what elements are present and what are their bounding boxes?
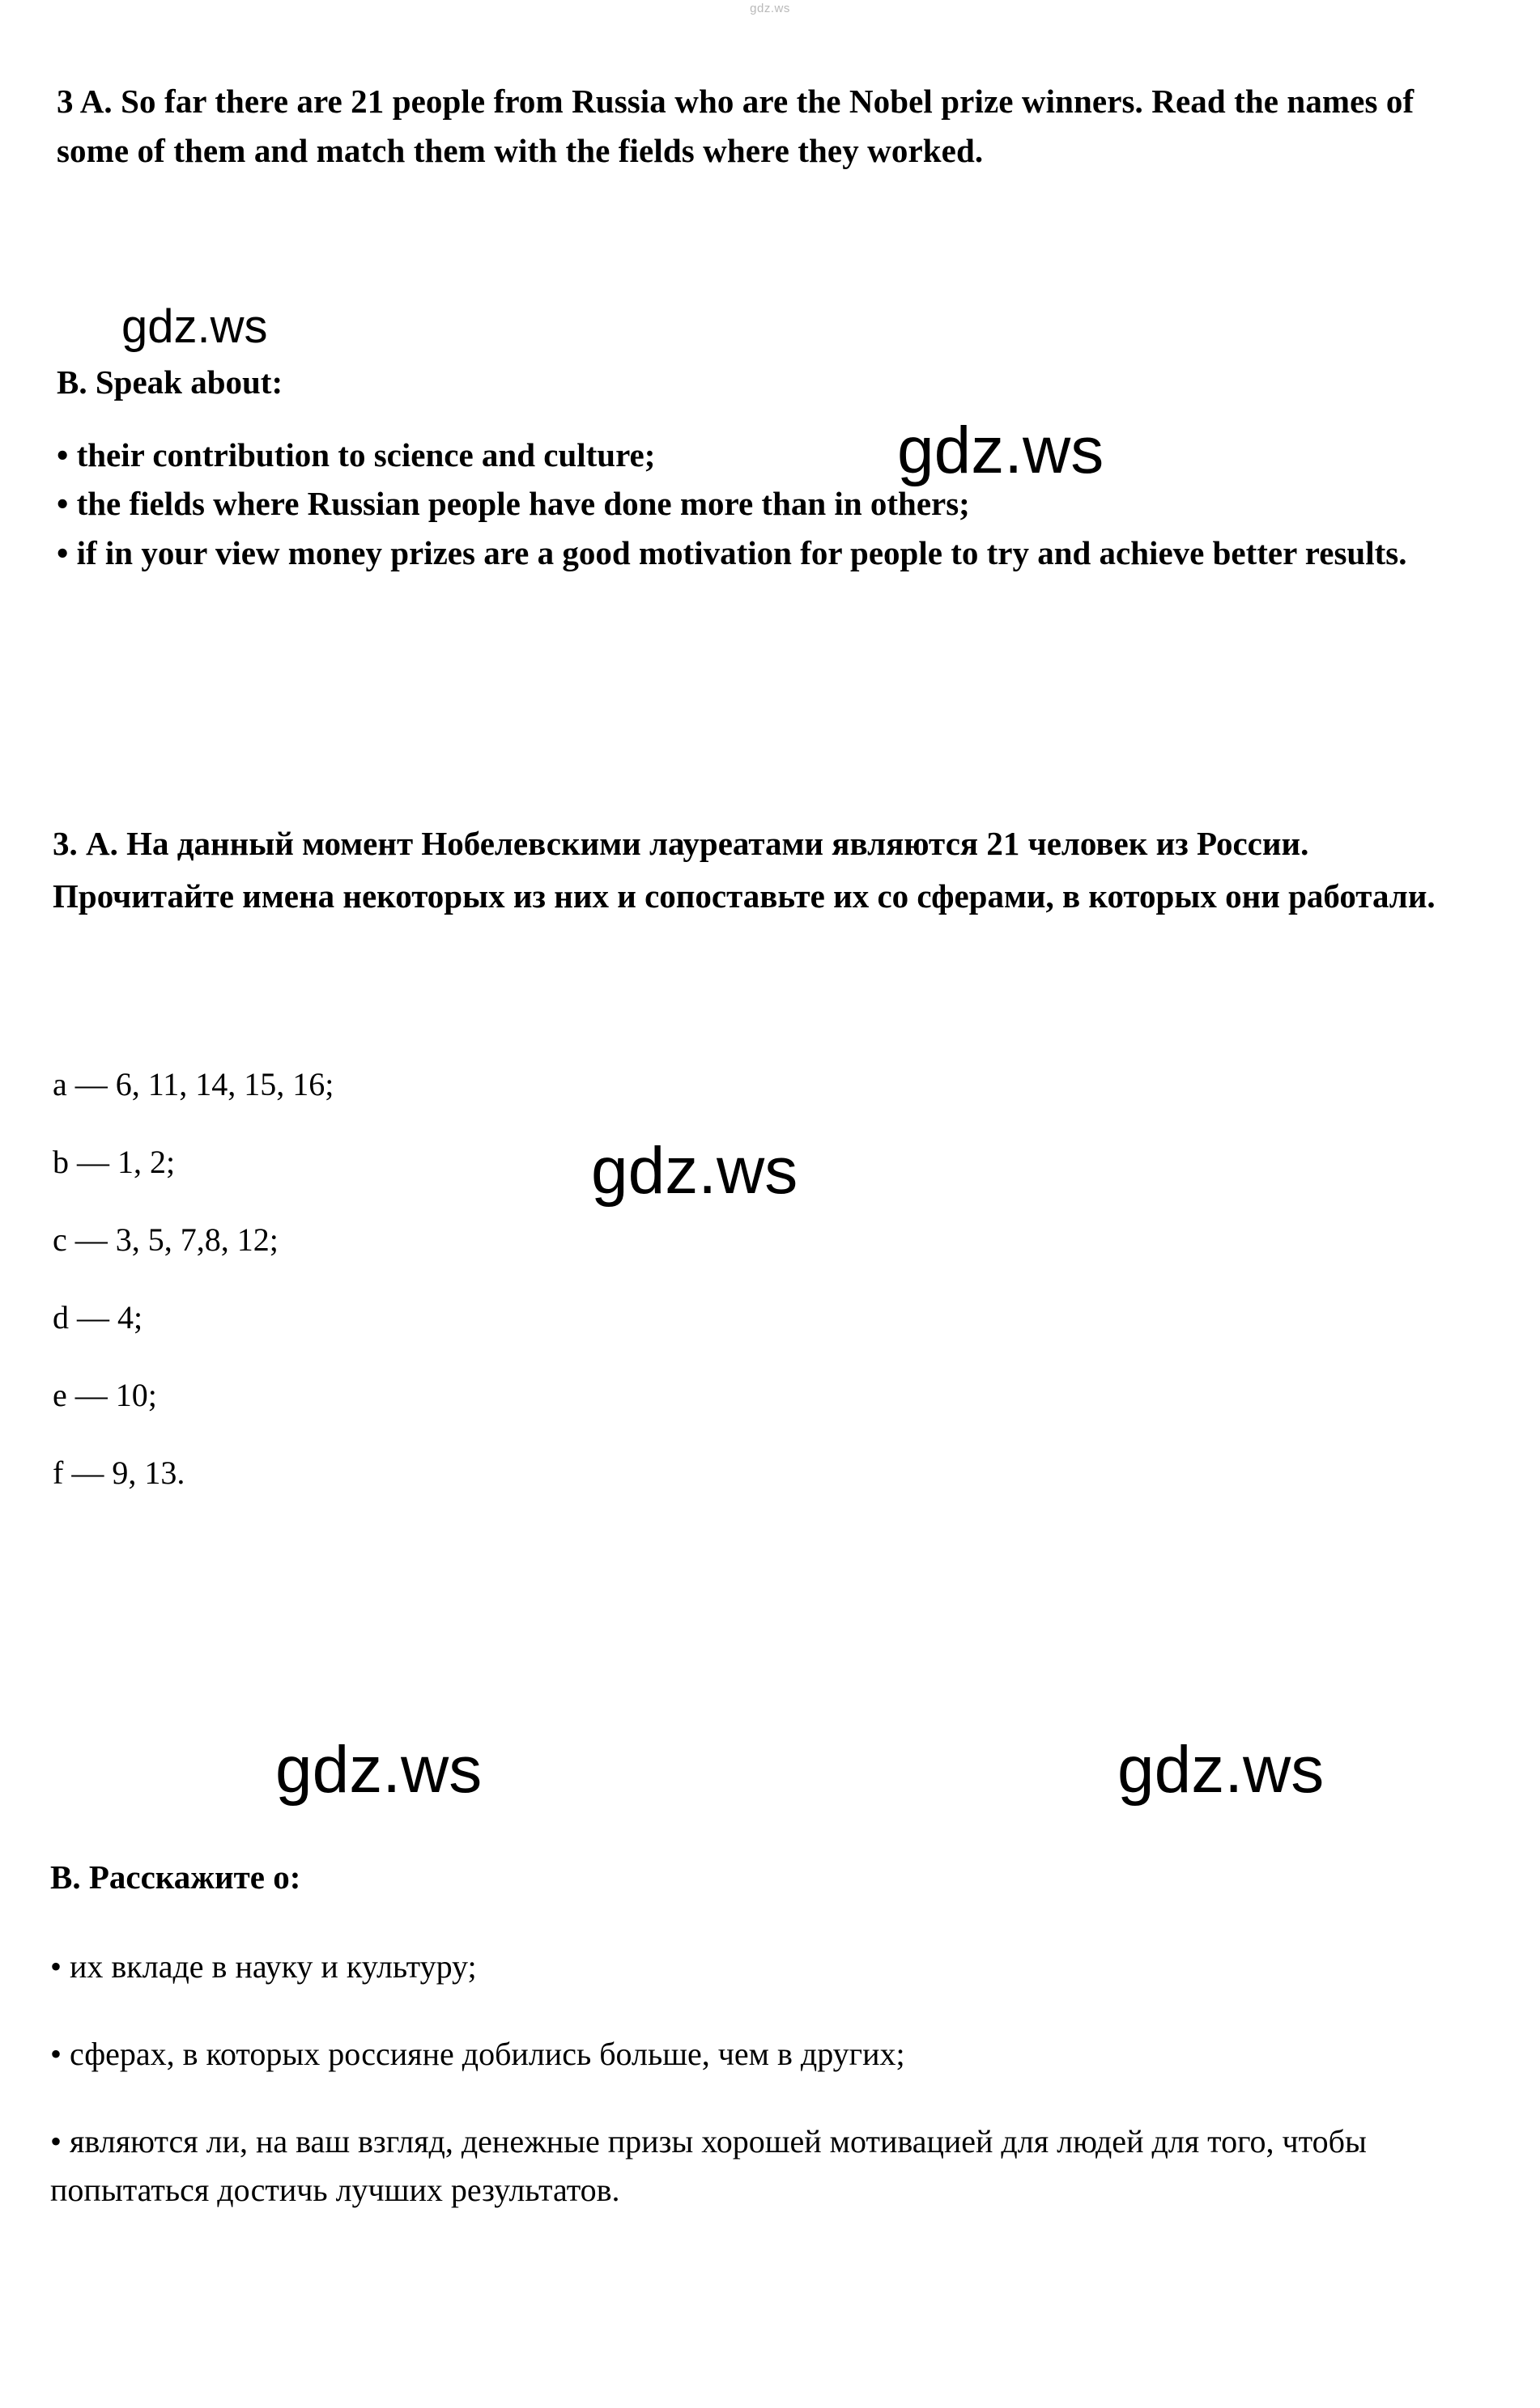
watermark: gdz.ws [1117, 1733, 1325, 1807]
list-item: • их вкладе в науку и культуру; [50, 1948, 477, 1985]
english-task-b-title: B. Speak about: [57, 363, 283, 401]
list-item: • сферах, в которых россияне добились больше, чем в других; [50, 2036, 905, 2072]
list-item: • their contribution to science and culture; [57, 436, 656, 474]
top-watermark: gdz.ws [750, 2, 790, 15]
answer-item: e — 10; [53, 1377, 157, 1413]
list-item: • if in your view money prizes are a good motivation for people to try and achieve better results. [57, 533, 1407, 571]
answer-item: d — 4; [53, 1299, 143, 1336]
russian-bullet-list [50, 1943, 1500, 2215]
list-item: • the fields where Russian people have done more than in others; [57, 485, 970, 523]
watermark: gdz.ws [121, 300, 268, 353]
answer-item: c — 3, 5, 7,8, 12; [53, 1221, 279, 1258]
russian-task-b-title: В. Расскажите о: [50, 1858, 301, 1896]
answer-item: a — 6, 11, 14, 15, 16; [53, 1066, 334, 1102]
english-bullet-list [57, 431, 1490, 577]
answer-item: f — 9, 13. [53, 1455, 185, 1491]
list-item: • являются ли, на ваш взгляд, денежные призы хорошей мотивацией для людей для того, чтобы попытаться достичь лучших результатов. [50, 2123, 1367, 2208]
answer-item: b — 1, 2; [53, 1144, 176, 1180]
russian-task-a-text: 3. А. На данный момент Нобелевскими лауреатами являются 21 человек из России. Прочитайте имена некоторых из них и сопоставьте их со сферами, в которых они работали. [53, 825, 1436, 915]
english-task-section [57, 77, 1482, 175]
watermark: gdz.ws [591, 1134, 798, 1208]
watermark: gdz.ws [897, 414, 1104, 487]
english-task-a-text: 3 A. So far there are 21 people from Russia who are the Nobel prize winners. Read the names of some of them and match them with the fields where they worked. [57, 83, 1415, 169]
watermark: gdz.ws [275, 1733, 483, 1807]
answers-list [53, 1068, 781, 1535]
